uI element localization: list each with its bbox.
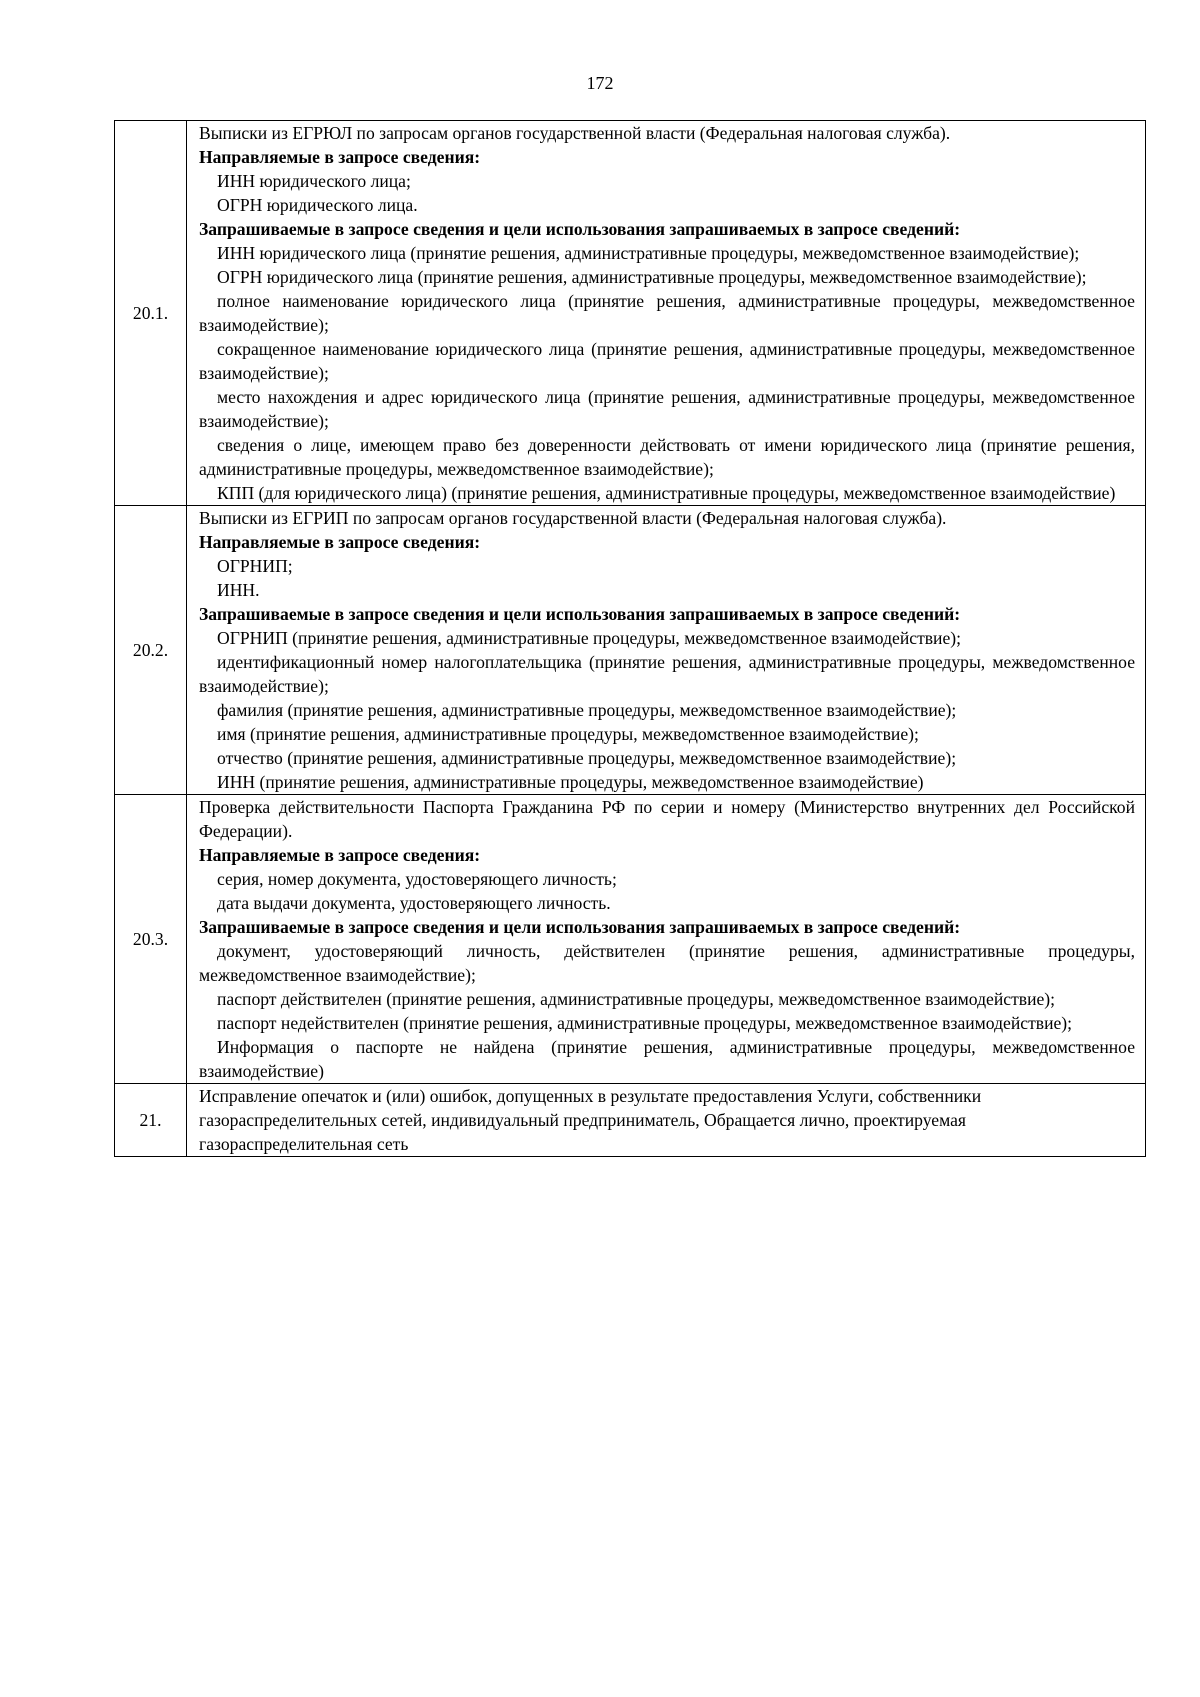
list-item: ИНН. (217, 580, 260, 600)
list-item: документ, удостоверяющий личность, действителен (принятие решения, административные процедуры, межведомственное взаимодействие); (199, 941, 1135, 985)
section-heading: Запрашиваемые в запросе сведения и цели использования запрашиваемых в запросе сведений: (199, 604, 961, 624)
list-item: идентификационный номер налогоплательщика (принятие решения, административные процедуры, межведомственное взаимодействие); (199, 652, 1135, 696)
table-row (115, 121, 1146, 506)
list-item: ОГРНИП; (217, 556, 293, 576)
list-item: ОГРН юридического лица. (217, 195, 418, 215)
list-item: имя (принятие решения, административные процедуры, межведомственное взаимодействие); (217, 724, 919, 744)
list-item: ИНН юридического лица (принятие решения, административные процедуры, межведомственное взаимодействие); (217, 243, 1080, 263)
list-item: паспорт недействителен (принятие решения, административные процедуры, межведомственное взаимодействие); (217, 1013, 1073, 1033)
page-number: 172 (586, 73, 614, 93)
section-heading: Запрашиваемые в запросе сведения и цели использования запрашиваемых в запросе сведений: (199, 219, 961, 239)
row-title: Проверка действительности Паспорта Гражданина РФ по серии и номеру (Министерство внутренних дел Российской Федерации). (199, 797, 1135, 841)
section-heading: Направляемые в запросе сведения: (199, 845, 481, 865)
row-number: 21. (115, 1084, 187, 1157)
list-item: ОГРН юридического лица (принятие решения, административные процедуры, межведомственное взаимодействие); (217, 267, 1087, 287)
table-row (115, 506, 1146, 795)
row-description: Исправление опечаток и (или) ошибок, допущенных в результате предоставления Услуги, собственники газораспределительных сетей, индивидуальный предприниматель, Обращается лично, проектируемая газораспределительная сеть (199, 1086, 982, 1154)
section-heading: Направляемые в запросе сведения: (199, 532, 481, 552)
row-content (187, 1084, 1146, 1157)
list-item: ИНН (принятие решения, административные процедуры, межведомственное взаимодействие) (217, 772, 924, 792)
list-item: паспорт действителен (принятие решения, административные процедуры, межведомственное взаимодействие); (217, 989, 1056, 1009)
list-item: Информация о паспорте не найдена (принятие решения, административные процедуры, межведомственное взаимодействие) (199, 1037, 1135, 1081)
table-row (115, 1084, 1146, 1157)
row-number: 20.1. (115, 121, 187, 506)
table-row (115, 795, 1146, 1084)
list-item: сокращенное наименование юридического лица (принятие решения, административные процедуры, межведомственное взаимодействие); (199, 339, 1135, 383)
list-item: ОГРНИП (принятие решения, административные процедуры, межведомственное взаимодействие); (217, 628, 962, 648)
list-item: серия, номер документа, удостоверяющего личность; (217, 869, 617, 889)
section-heading: Запрашиваемые в запросе сведения и цели использования запрашиваемых в запросе сведений: (199, 917, 961, 937)
row-content (187, 506, 1146, 795)
list-item: дата выдачи документа, удостоверяющего личность. (217, 893, 611, 913)
row-number: 20.2. (115, 506, 187, 795)
list-item: полное наименование юридического лица (принятие решения, административные процедуры, межведомственное взаимодействие); (199, 291, 1135, 335)
list-item: КПП (для юридического лица) (принятие решения, административные процедуры, межведомственное взаимодействие) (217, 483, 1116, 503)
list-item: отчество (принятие решения, административные процедуры, межведомственное взаимодействие); (217, 748, 957, 768)
row-title: Выписки из ЕГРИП по запросам органов государственной власти (Федеральная налоговая служба). (199, 508, 947, 528)
row-content (187, 795, 1146, 1084)
section-heading: Направляемые в запросе сведения: (199, 147, 481, 167)
row-number: 20.3. (115, 795, 187, 1084)
list-item: сведения о лице, имеющем право без доверенности действовать от имени юридического лица (принятие решения, административные процедуры, межведомственное взаимодействие); (199, 435, 1135, 479)
table-body (115, 121, 1146, 1157)
row-title: Выписки из ЕГРЮЛ по запросам органов государственной власти (Федеральная налоговая служба). (199, 123, 951, 143)
list-item: место нахождения и адрес юридического лица (принятие решения, административные процедуры, межведомственное взаимодействие); (199, 387, 1135, 431)
list-item: ИНН юридического лица; (217, 171, 411, 191)
row-content (187, 121, 1146, 506)
services-table (114, 120, 1146, 1157)
list-item: фамилия (принятие решения, административные процедуры, межведомственное взаимодействие); (217, 700, 957, 720)
